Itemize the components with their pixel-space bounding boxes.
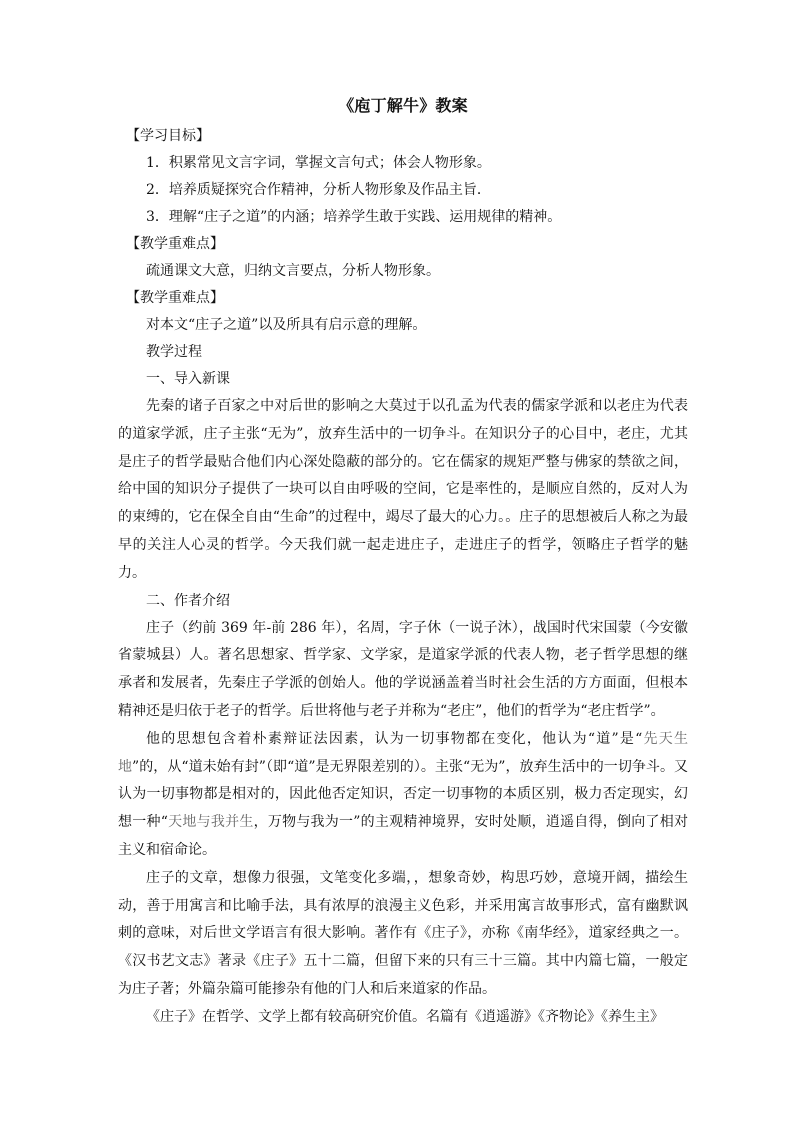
document-content (118, 92, 688, 1032)
goal-item-1: 1．积累常见文言字词，掌握文言句式；体会人物形象。 (146, 155, 491, 171)
key-points-text-1: 疏通课文大意，归纳文言要点，分析人物形象。 (146, 263, 440, 279)
section-1-heading: 一、导入新课 (146, 371, 230, 387)
author-paragraph-2-part-a: 他的思想包含着朴素辩证法因素，认为一切事物都在变化，他认为“道”是“ (146, 730, 643, 747)
author-paragraph-1: 庄子（约前 369 年-前 286 年），名周，字子休（一说子沐），战国时代宋国蒙（今安徽省蒙城县）人。著名思想家、哲学家、文学家，是道家学派的代表人物，老子哲学思想的继承者和发展者，先秦庄子学派的创始人。他的学说涵盖着当时社会生活的方方面面，但根本精神还是归依于老子的哲学。后世将他与老子并称为“老庄”，他们的哲学为“老庄哲学”。 (118, 619, 688, 719)
author-paragraph-2-part-d: 天地与我并生 (167, 814, 254, 831)
page-title: 《庖丁解牛》教案 (338, 96, 468, 115)
author-paragraph-3: 庄子的文章，想像力很强，文笔变化多端，，想象奇妙，构思巧妙，意境开阔，描绘生动，善于用寓言和比喻手法，具有浓厚的浪漫主义色彩，并采用寓言故事形式，富有幽默讽刺的意味，对后世文学语言有很大影响。著作有《庄子》，亦称《南华经》，道家经典之一。《汉书艺文志》著录《庄子》五十二篇，但留下来的只有三十三篇。其中内篇七篇，一般定为庄子著；外篇杂篇可能掺杂有他的门人和后来道家的作品。 (118, 869, 688, 997)
process-heading: 教学过程 (146, 344, 202, 360)
goal-item-3: 3．理解“庄子之道”的内涵；培养学生敢于实践、运用规律的精神。 (146, 209, 562, 225)
author-paragraph-2-part-b: 先天生地 (118, 730, 688, 775)
author-paragraph-2-part-e: ，万物与我为一”的主观精神境界，安时处顺，逍遥自得，倒向了相对主义和宿命论。 (118, 814, 689, 858)
learning-goals-heading: 【学习目标】 (126, 128, 210, 144)
author-paragraph-2-part-c: ”的，从“道未始有封”（即“道”是无界限差别的）。主张“无为”，放弃生活中的一切争斗。又认为一切事物都是相对的，因此他否定知识，否定一切事物的本质区别，极力否定现实，幻想一种“ (118, 758, 688, 831)
key-points-heading-2: 【教学重难点】 (126, 290, 224, 306)
key-points-text-2: 对本文“庄子之道”以及所具有启示意的理解。 (146, 317, 427, 333)
key-points-heading-1: 【教学重难点】 (126, 236, 224, 252)
intro-paragraph: 先秦的诸子百家之中对后世的影响之大莫过于以孔孟为代表的儒家学派和以老庄为代表的道家学派，庄子主张“无为”，放弃生活中的一切争斗。在知识分子的心目中，老庄，尤其是庄子的哲学最贴合他们内心深处隐蔽的部分的。它在儒家的规矩严整与佛家的禁欲之间，给中国的知识分子提供了一块可以自由呼吸的空间，它是率性的，是顺应自然的，反对人为的束缚的，它在保全自由“生命”的过程中，竭尽了最大的心力。。庄子的思想被后人称之为最早的关注人心灵的哲学。今天我们就一起走进庄子，走进庄子的哲学，领略庄子哲学的魅力。 (118, 398, 688, 581)
section-2-heading: 二、作者介绍 (146, 592, 230, 609)
goal-item-2: 2．培养质疑探究合作精神，分析人物形象及作品主旨． (146, 182, 491, 198)
author-paragraph-4: 《庄子》在哲学、文学上都有较高研究价值。名篇有《逍遥游》《齐物论》《养生主》 (146, 1008, 664, 1025)
author-paragraph-2 (118, 726, 688, 865)
